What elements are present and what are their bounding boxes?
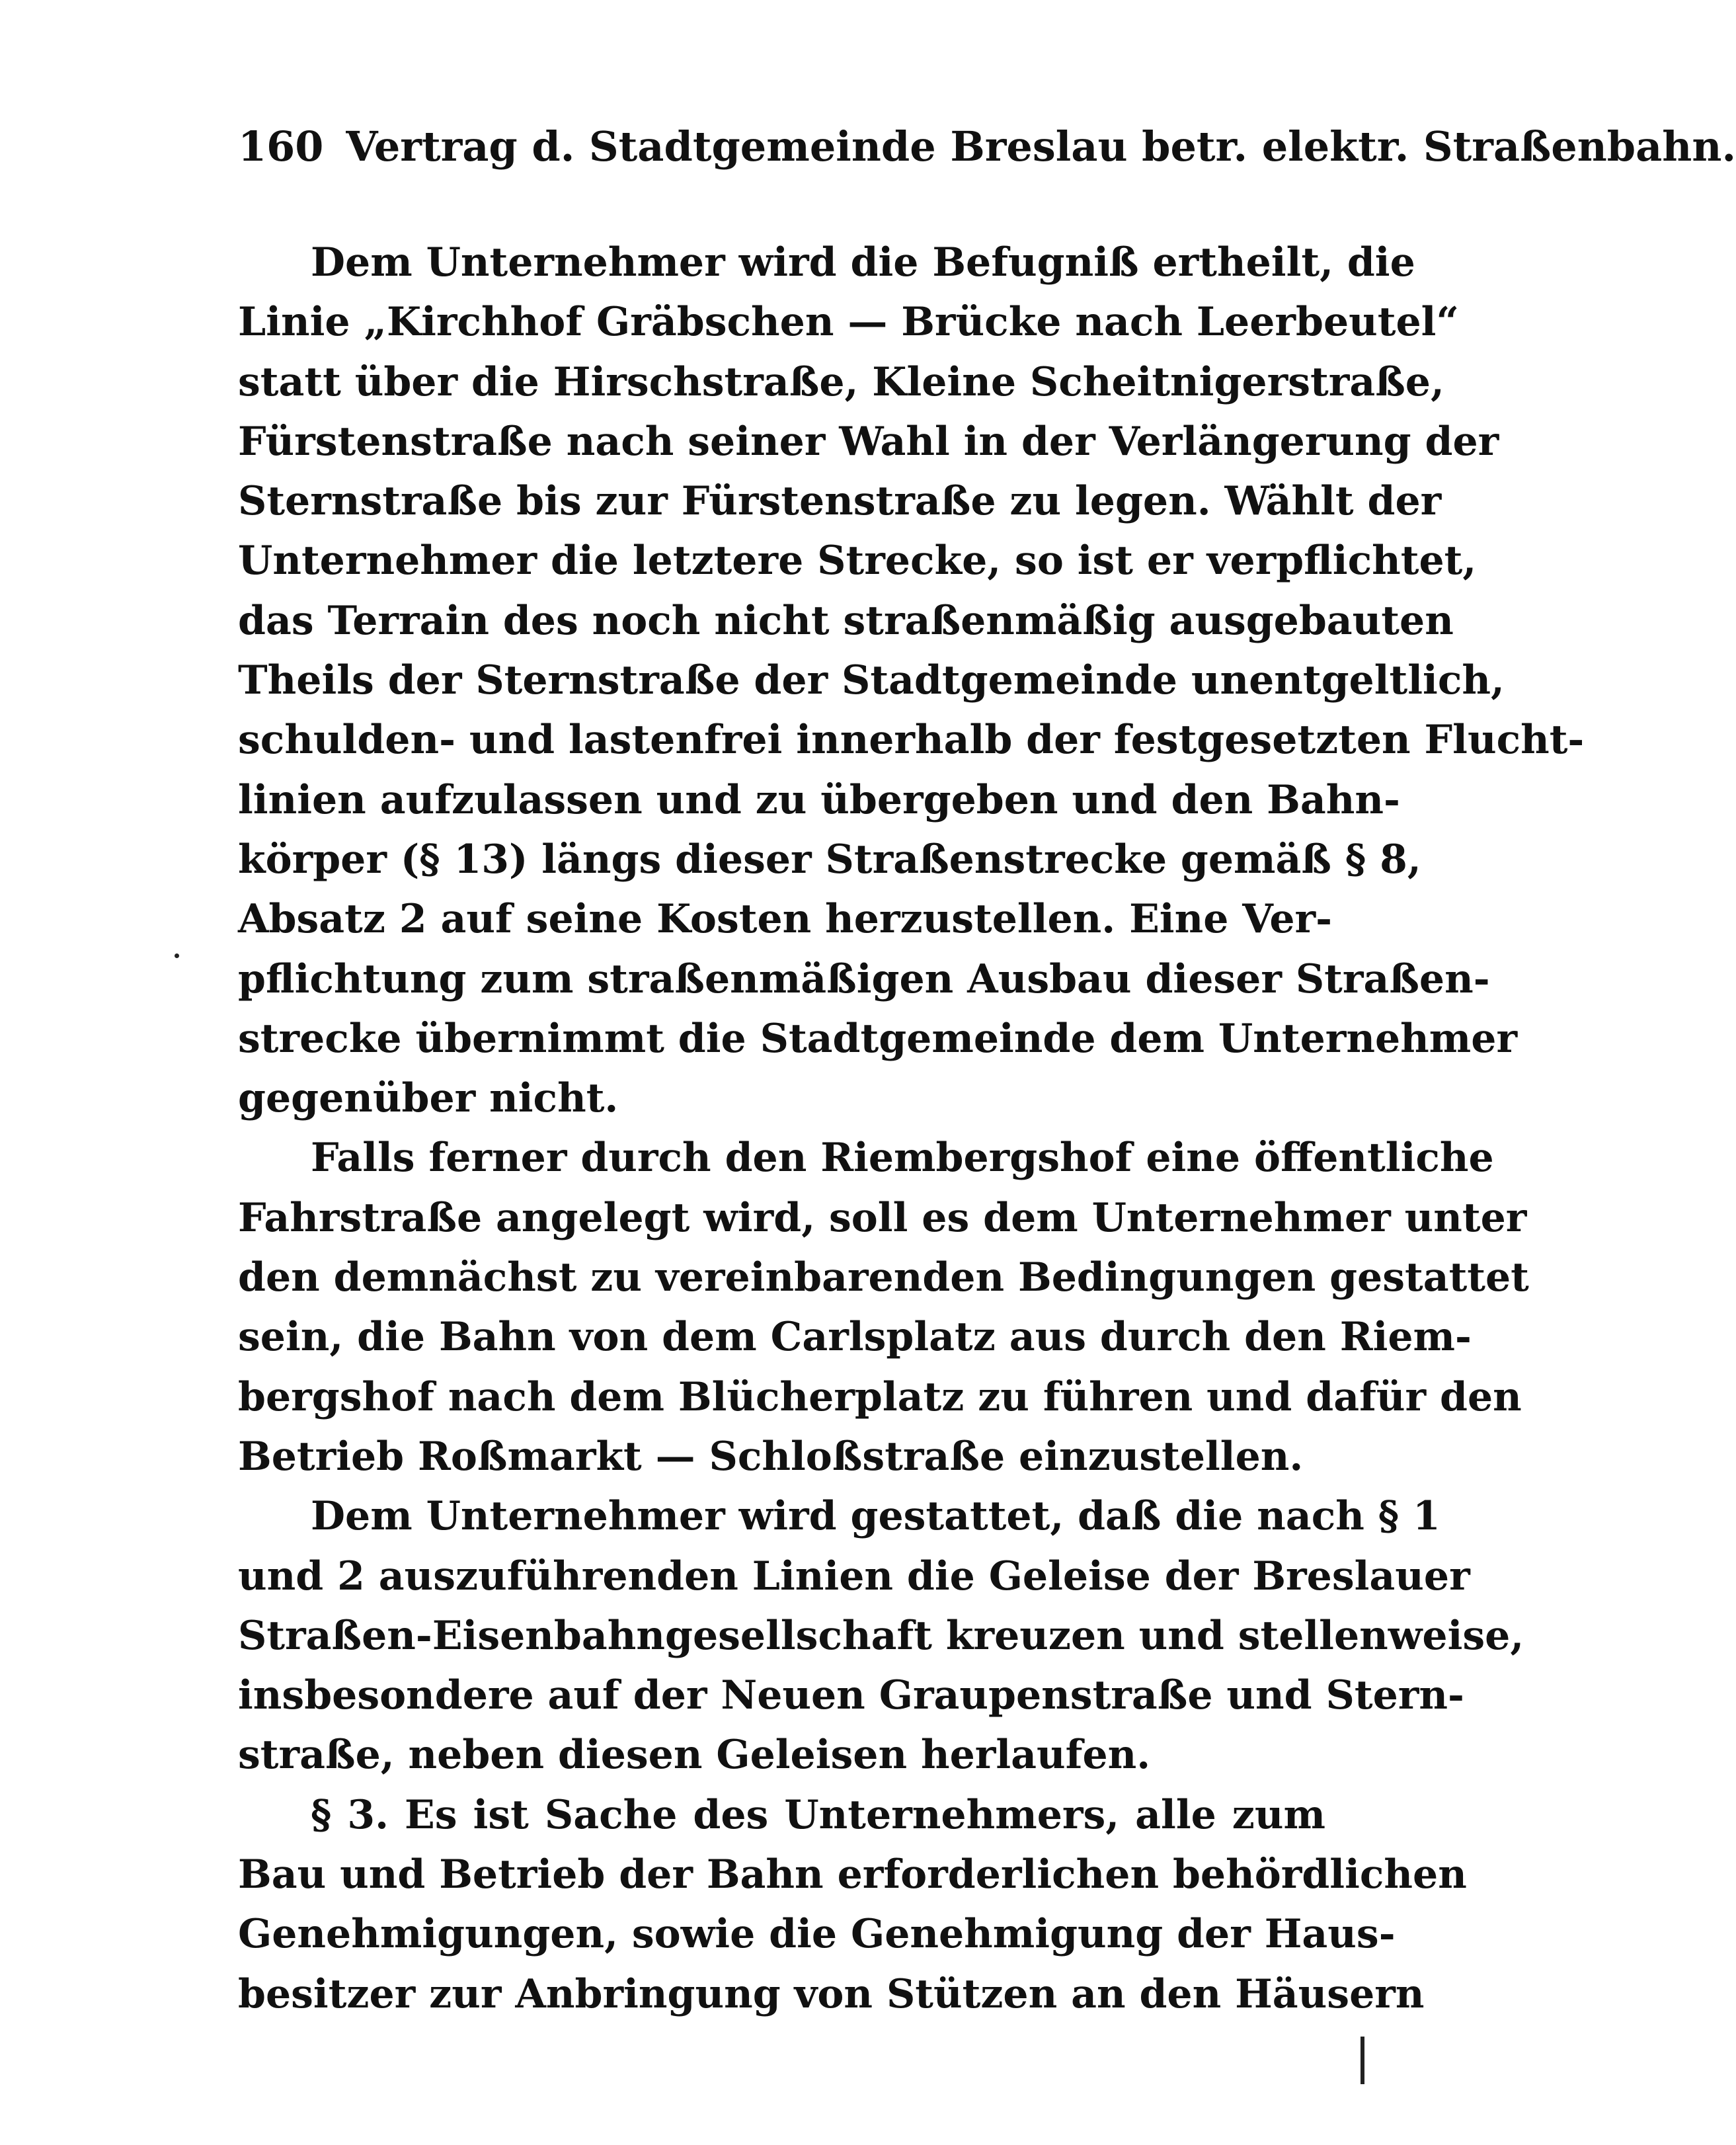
text-line: und 2 auszuführenden Linien die Geleise der Breslauer: [238, 1553, 1470, 1599]
running-title: Vertrag d. Stadtgemeinde Breslau betr. elektr. Straßenbahn.: [346, 122, 1736, 171]
body-text: [238, 233, 1585, 2024]
text-line: Falls ferner durch den Riembergshof eine öffentliche: [311, 1135, 1494, 1182]
text-line: das Terrain des noch nicht straßenmäßig ausgebauten: [238, 597, 1454, 644]
stray-ink-dot: [175, 953, 179, 958]
paragraph-2: [238, 1128, 1529, 1486]
text-line: Fürstenstraße nach seiner Wahl in der Verlängerung der: [238, 418, 1499, 465]
text-line: § 3. Es ist Sache des Unternehmers, alle zum: [311, 1791, 1325, 1838]
scan-edge-mark: [1361, 2037, 1364, 2084]
text-line: Straßen-Eisenbahngesellschaft kreuzen und stellenweise,: [238, 1612, 1524, 1659]
text-line: Betrieb Roßmarkt — Schloßstraße einzustellen.: [238, 1433, 1304, 1480]
text-line: Fahrstraße angelegt wird, soll es dem Unternehmer unter: [238, 1194, 1527, 1241]
text-line: Bau und Betrieb der Bahn erforderlichen behördlichen: [238, 1851, 1467, 1898]
text-line: sein, die Bahn von dem Carlsplatz aus durch den Riem-: [238, 1314, 1472, 1361]
text-line: Sternstraße bis zur Fürstenstraße zu legen. Wählt der: [238, 478, 1442, 525]
text-line: strecke übernimmt die Stadtgemeinde dem Unternehmer: [238, 1015, 1518, 1062]
paragraph-1: [238, 233, 1585, 1128]
paragraph-3: [238, 1486, 1524, 1785]
text-line: schulden- und lastenfrei innerhalb der festgesetzten Flucht-: [238, 717, 1585, 764]
text-line: Linie „Kirchhof Gräbschen — Brücke nach Leerbeutel“: [238, 299, 1459, 346]
running-header: [238, 119, 1736, 175]
text-line: linien aufzulassen und zu übergeben und den Bahn-: [238, 776, 1400, 823]
text-line: den demnächst zu vereinbarenden Bedingungen gestattet: [238, 1254, 1529, 1301]
text-line: straße, neben diesen Geleisen herlaufen.: [238, 1732, 1151, 1779]
text-line: insbesondere auf der Neuen Graupenstraße und Stern-: [238, 1672, 1464, 1719]
text-line: pflichtung zum straßenmäßigen Ausbau dieser Straßen-: [238, 955, 1490, 1002]
text-line: Dem Unternehmer wird die Befugniß ertheilt, die: [311, 239, 1415, 286]
text-line: Unternehmer die letztere Strecke, so ist er verpflichtet,: [238, 538, 1477, 585]
text-line: besitzer zur Anbringung von Stützen an den Häusern: [238, 1970, 1425, 2017]
text-line: statt über die Hirschstraße, Kleine Scheitnigerstraße,: [238, 358, 1444, 405]
text-line: bergshof nach dem Blücherplatz zu führen und dafür den: [238, 1373, 1522, 1420]
text-line: Theils der Sternstraße der Stadtgemeinde unentgeltlich,: [238, 657, 1505, 704]
text-line: körper (§ 13) längs dieser Straßenstrecke gemäß § 8,: [238, 836, 1421, 883]
paragraph-4: [238, 1785, 1467, 2024]
page-number: 160: [238, 122, 324, 171]
text-line: Dem Unternehmer wird gestattet, daß die nach § 1: [311, 1493, 1440, 1540]
text-line: Genehmigungen, sowie die Genehmigung der Haus-: [238, 1911, 1396, 1958]
text-line: Absatz 2 auf seine Kosten herzustellen. Eine Ver-: [238, 896, 1333, 943]
text-line: gegenüber nicht.: [238, 1075, 619, 1122]
